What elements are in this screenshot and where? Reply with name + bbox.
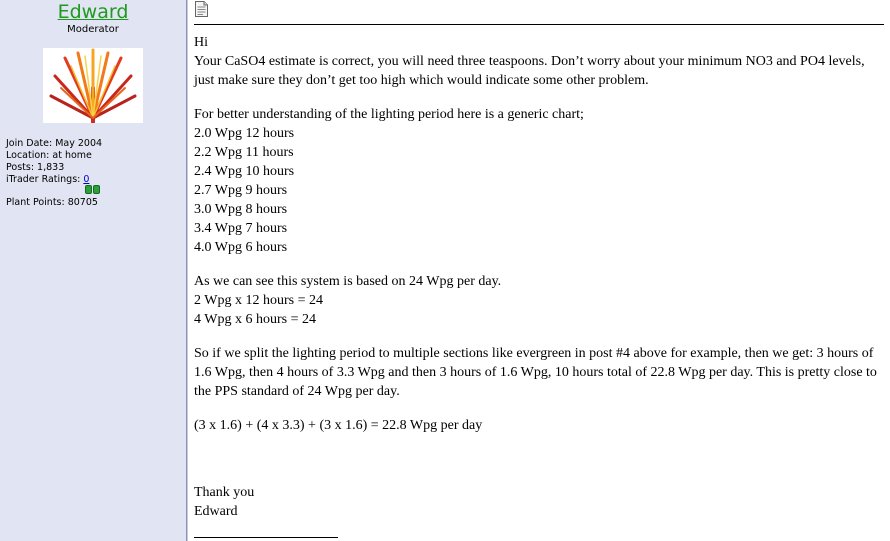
formula-line: (3 x 1.6) + (4 x 3.3) + (3 x 1.6) = 22.8 Wpg per day [194,418,483,433]
username-link[interactable]: Edward [57,1,129,23]
post-paragraph: Your CaSO4 estimate is correct, you will need three teaspoons. Don’t worry about your minimum NO3 and PO4 levels, just make sure they don’t get too high which would indicate some other problem. [194,54,865,88]
chart-line: 2.4 Wpg 10 hours [194,164,295,179]
reputation-icons [85,185,100,194]
post-count: Posts: 1,833 [6,162,65,173]
signature-divider [194,537,338,538]
post-document-icon [195,1,208,17]
example-line: 2 Wpg x 12 hours = 24 [194,293,323,308]
chart-line: 3.4 Wpg 7 hours [194,221,288,236]
system-explanation [194,272,886,329]
user-info [6,138,102,186]
post-body [194,33,886,521]
lighting-chart [194,105,886,257]
post-greeting: Hi [194,35,208,50]
example-line: 4 Wpg x 6 hours = 24 [194,312,316,327]
signoff [194,483,886,521]
user-sidebar [0,0,187,541]
user-location: Location: at home [6,150,92,161]
reputation-icon [93,185,100,194]
chart-line: 2.2 Wpg 11 hours [194,145,294,160]
plant-points: Plant Points: 80705 [6,197,98,208]
chart-intro: For better understanding of the lighting period here is a generic chart; [194,107,584,122]
reputation-icon [85,185,92,194]
itrader-ratings-link[interactable]: 0 [83,174,90,185]
chart-line: 2.0 Wpg 12 hours [194,126,295,141]
post-header-divider [194,24,884,25]
split-paragraph: So if we split the lighting period to multiple sections like evergreen in post #4 above for example, then we get: 3 hours of 1.6 Wpg, then 4 hours of 3.3 Wpg and then 3 hours of 1.6 Wpg, 10 hours total of 22.8 Wpg per day. This is pretty close to the PPS standard of 24 Wpg per day. [194,346,877,399]
system-line: As we can see this system is based on 24 Wpg per day. [194,274,502,289]
user-title: Moderator [67,24,119,35]
chart-line: 4.0 Wpg 6 hours [194,240,288,255]
itrader-label: iTrader Ratings: [6,174,84,185]
join-date: Join Date: May 2004 [6,138,103,149]
post-intro [194,33,886,90]
thanks-line: Thank you [194,485,255,500]
chart-line: 3.0 Wpg 8 hours [194,202,288,217]
avatar[interactable] [43,48,143,123]
bromeliad-avatar-icon [43,48,143,123]
chart-line: 2.7 Wpg 9 hours [194,183,288,198]
signature-name: Edward [194,504,238,519]
